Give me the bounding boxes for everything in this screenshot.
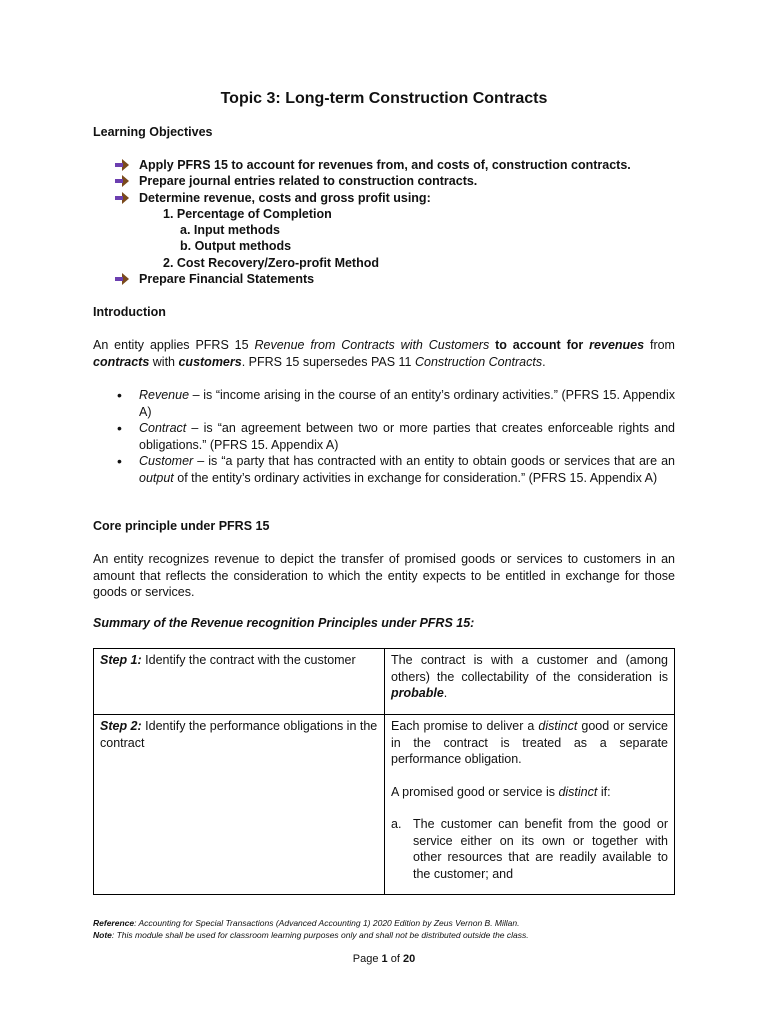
footer-note: Note: This module shall be used for classroom learning purposes only and shall not be distributed outside the class. bbox=[93, 929, 529, 940]
arrow-bullet-icon bbox=[115, 175, 129, 187]
core-principle-text: An entity recognizes revenue to depict the transfer of promised goods or services to customers in an amount that reflects the consideration to which the entity expects to be entitled in exchange for those goods or services. bbox=[93, 552, 675, 599]
objective-item: Prepare journal entries related to construction contracts. bbox=[115, 173, 631, 189]
definitions-list bbox=[115, 387, 675, 486]
arrow-bullet-icon bbox=[115, 192, 129, 204]
arrow-bullet-icon bbox=[115, 159, 129, 171]
definition-item: • Revenue – is “income arising in the course of an entity’s ordinary activities.” (PFRS 15. Appendix A) bbox=[117, 387, 675, 419]
step-2-distinct-note: A promised good or service is distinct if: bbox=[391, 784, 611, 799]
arrow-bullet-icon bbox=[115, 273, 129, 285]
learning-objectives-list bbox=[115, 157, 631, 287]
objective-item: Apply PFRS 15 to account for revenues from, and costs of, construction contracts. bbox=[115, 157, 631, 173]
objective-item: Determine revenue, costs and gross profit using: bbox=[115, 190, 631, 206]
step-2-condition-a: a. The customer can benefit from the good or service either on its own or together with other resources that are readily available to the customer; and bbox=[391, 817, 668, 881]
step-2-cell: Step 2: Identify the performance obligations in the contract bbox=[94, 715, 385, 895]
table-row bbox=[94, 649, 675, 715]
objective-subitem: 2. Cost Recovery/Zero-profit Method bbox=[163, 255, 379, 270]
bullet-dot-icon: • bbox=[117, 387, 122, 403]
step-1-description: The contract is with a customer and (among others) the collectability of the consideration is probable. bbox=[385, 649, 675, 715]
footer-notes bbox=[93, 918, 529, 941]
objective-subitem: b. Output methods bbox=[180, 239, 292, 254]
page-number: Page 1 of 20 bbox=[352, 953, 416, 965]
learning-objectives-heading: Learning Objectives bbox=[93, 125, 213, 139]
objective-item: Prepare Financial Statements bbox=[115, 271, 631, 287]
core-principle-heading: Core principle under PFRS 15 bbox=[93, 519, 270, 533]
definition-item: • Contract – is “an agreement between two or more parties that creates enforceable rights and obligations.” (PFRS 15. Appendix A) bbox=[117, 420, 675, 452]
step-2-description bbox=[385, 715, 675, 895]
step-1-cell: Step 1: Identify the contract with the customer bbox=[94, 649, 385, 715]
definition-item: • Customer – is “a party that has contracted with an entity to obtain goods or services that are an output of the entity’s ordinary activities in exchange for consideration.” (PFRS 15. Appendix A) bbox=[117, 453, 675, 485]
page-title: Topic 3: Long-term Construction Contracts bbox=[220, 90, 548, 107]
summary-heading: Summary of the Revenue recognition Principles under PFRS 15: bbox=[93, 616, 475, 630]
bullet-dot-icon: • bbox=[117, 420, 122, 436]
revenue-steps-table bbox=[93, 648, 675, 895]
footer-reference: Reference: Accounting for Special Transactions (Advanced Accounting 1) 2020 Edition by Zeus Vernon B. Millan. bbox=[93, 918, 520, 928]
introduction-heading: Introduction bbox=[93, 305, 166, 319]
objective-subitem: a. Input methods bbox=[180, 223, 280, 238]
introduction-paragraph: An entity applies PFRS 15 Revenue from Contracts with Customers to account for revenues from contracts with customers. PFRS 15 supersedes PAS 11 Construction Contracts. bbox=[93, 338, 675, 369]
step-2-paragraph: Each promise to deliver a distinct good or service in the contract is treated as a separate performance obligation. bbox=[391, 719, 669, 766]
bullet-dot-icon: • bbox=[117, 453, 122, 469]
table-row bbox=[94, 715, 675, 895]
objective-subitem: 1. Percentage of Completion bbox=[163, 206, 332, 221]
